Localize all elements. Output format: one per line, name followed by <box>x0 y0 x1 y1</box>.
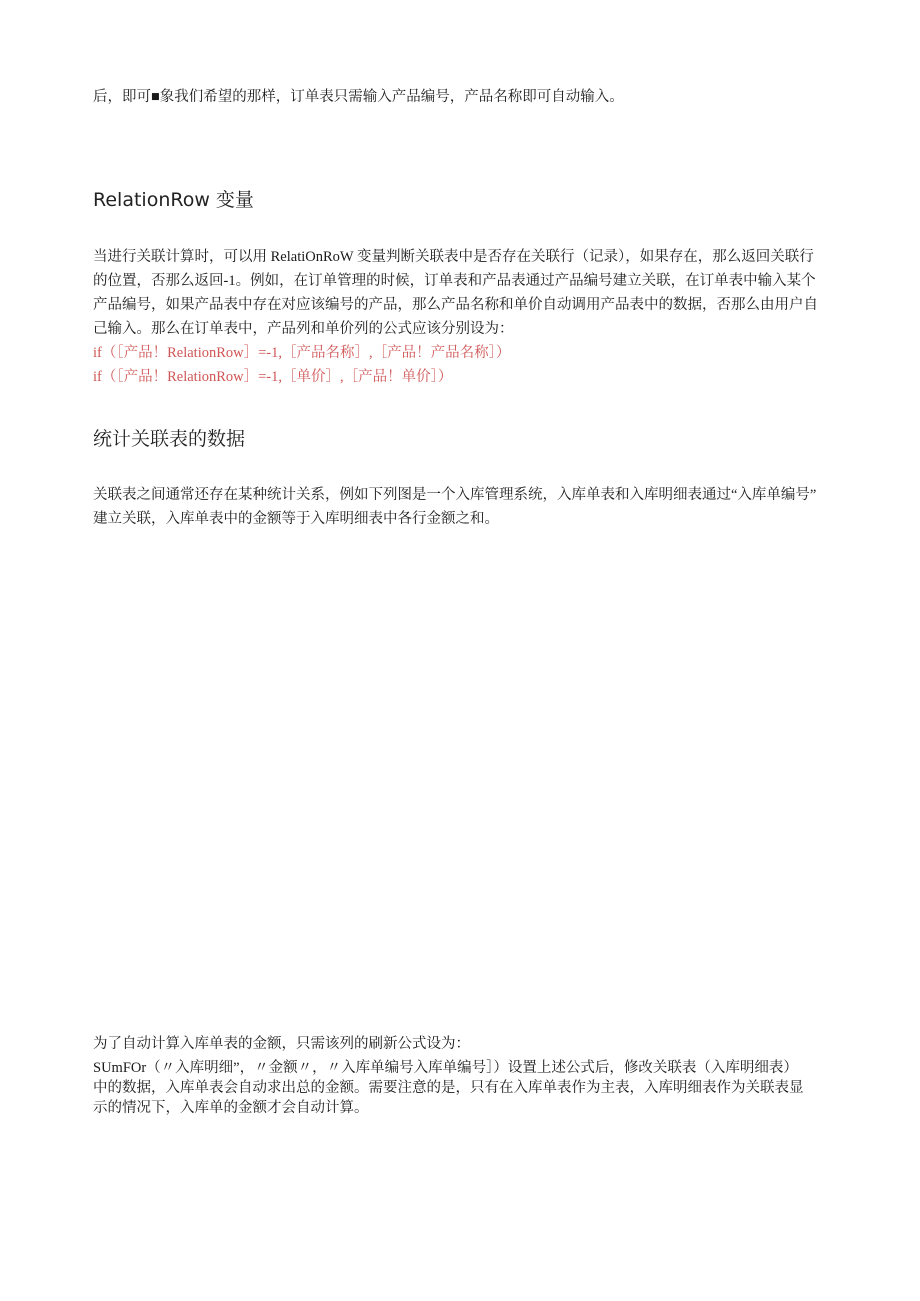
stats-paragraph <box>93 483 828 531</box>
paragraph-line: 建立关联，入库单表中的金额等于入库明细表中各行金额之和。 <box>93 511 499 527</box>
relationrow-paragraph <box>93 245 828 389</box>
formula-product-name: if（［产品！RelationRow］=-1,［产品名称］,［产品！产品名称］） <box>93 345 511 361</box>
paragraph-line: 当进行关联计算时，可以用 RelatiOnRoW 变量判断关联表中是否存在关联行（记录），如果存在，那么返回关联行 <box>93 249 814 265</box>
section-heading-stats: 统计关联表的数据 <box>93 428 246 450</box>
intro-text: 后，即可■象我们希望的那样，订单表只需输入产品编号，产品名称即可自动输入。 <box>93 89 624 105</box>
paragraph-line: 示的情况下，入库单的金额才会自动计算。 <box>93 1100 369 1116</box>
section-heading-relationrow: RelationRow 变量 <box>93 189 254 211</box>
refresh-intro-paragraph <box>93 1032 828 1056</box>
paragraph-line: SUmFOr（〃入库明细”，〃金额〃，〃入库单编号入库单编号］）设置上述公式后，修改关联表（入库明细表） <box>93 1060 798 1076</box>
formula-unit-price: if（［产品！RelationRow］=-1,［单价］,［产品！单价］） <box>93 369 453 385</box>
paragraph-line: 中的数据，入库单表会自动求出总的金额。需要注意的是，只有在入库单表作为主表，入库明细表作为关联表显 <box>93 1080 804 1096</box>
paragraph-line: 关联表之间通常还存在某种统计关系，例如下列图是一个入库管理系统，入库单表和入库明细表通过“入库单编号” <box>93 487 817 503</box>
paragraph-line: 产品编号，如果产品表中存在对应该编号的产品，那么产品名称和单价自动调用产品表中的数据，否那么由用户自 <box>93 297 818 313</box>
paragraph-line: 己输入。那么在订单表中，产品列和单价列的公式应该分别设为： <box>93 321 514 337</box>
refresh-formula-paragraph <box>93 1058 828 1118</box>
intro-paragraph <box>93 85 828 109</box>
paragraph-line: 的位置，否那么返回-1。例如，在订单管理的时候，订单表和产品表通过产品编号建立关联，在订单表中输入某个 <box>93 273 816 289</box>
refresh-intro-text: 为了自动计算入库单表的金额，只需该列的刷新公式设为： <box>93 1036 470 1052</box>
